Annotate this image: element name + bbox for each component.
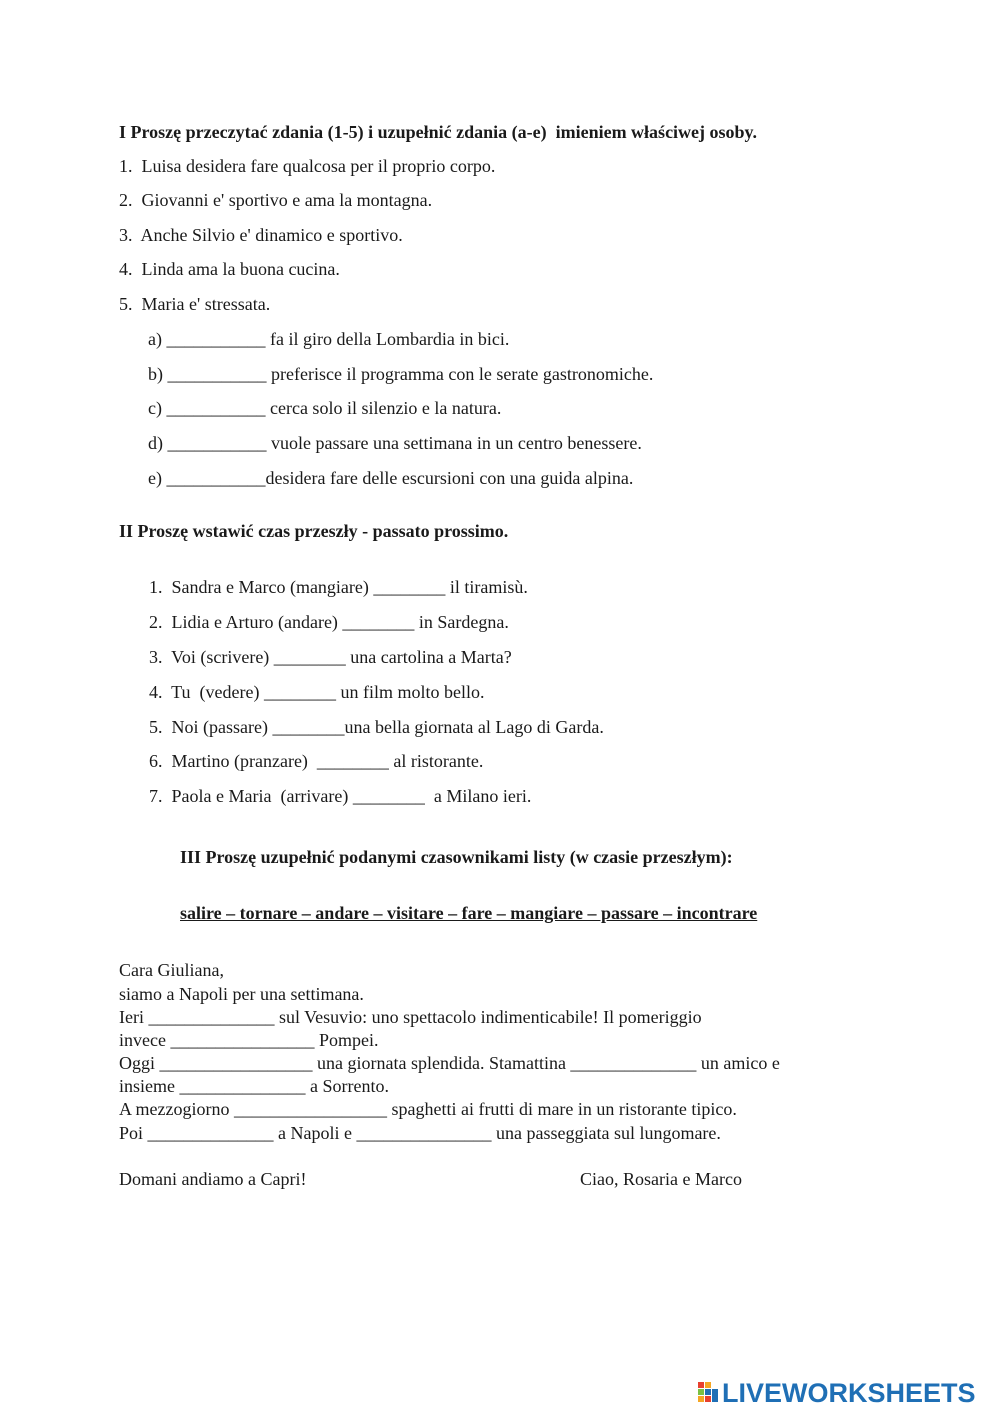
liveworksheets-brand-text: LIVEWORKSHEETS (722, 1377, 976, 1408)
section3-title: III Proszę uzupełnić podanymi czasownikami listy (w czasie przeszłym): (180, 847, 733, 867)
letter-line-8: Poi ______________ a Napoli e _______________ una passeggiata sul lungomare. (119, 1123, 721, 1143)
section1-gap-d: d) ___________ vuole passare una settimana in un centro benessere. (148, 433, 642, 453)
letter-line-5: Oggi _________________ una giornata splendida. Stamattina ______________ un amico e (119, 1053, 780, 1073)
letter-line-1: Cara Giuliana, (119, 960, 224, 980)
letter-line-3: Ieri ______________ sul Vesuvio: uno spettacolo indimenticabile! Il pomeriggio (119, 1007, 702, 1027)
section1-sentence-4: 4. Linda ama la buona cucina. (119, 259, 340, 279)
section1-gap-e: e) ___________desidera fare delle escursioni con una guida alpina. (148, 468, 634, 488)
section2-item-1: 1. Sandra e Marco (mangiare) ________ il tiramisù. (149, 577, 528, 597)
section2-item-5: 5. Noi (passare) ________una bella giornata al Lago di Garda. (149, 717, 604, 737)
liveworksheets-logo (698, 1378, 976, 1408)
section1-gap-b: b) ___________ preferisce il programma con le serate gastronomiche. (148, 364, 654, 384)
section2-item-3: 3. Voi (scrivere) ________ una cartolina a Marta? (149, 647, 512, 667)
letter-line-4: invece ________________ Pompei. (119, 1030, 379, 1050)
letter-closing-left: Domani andiamo a Capri! (119, 1169, 307, 1189)
section2-item-4: 4. Tu (vedere) ________ un film molto bello. (149, 682, 485, 702)
section2-title: II Proszę wstawić czas przeszły - passato prossimo. (119, 521, 509, 541)
section2-item-7: 7. Paola e Maria (arrivare) ________ a Milano ieri. (149, 786, 532, 806)
section2-item-6: 6. Martino (pranzare) ________ al ristorante. (149, 751, 484, 771)
section3-verb-list: salire – tornare – andare – visitare – fare – mangiare – passare – incontrare (180, 903, 758, 923)
letter-closing-right: Ciao, Rosaria e Marco (580, 1169, 742, 1189)
section1-title: I Proszę przeczytać zdania (1-5) i uzupełnić zdania (a-e) imieniem właściwej osoby. (119, 122, 758, 142)
section1-gap-a: a) ___________ fa il giro della Lombardia in bici. (148, 329, 510, 349)
letter-line-6: insieme ______________ a Sorrento. (119, 1076, 389, 1096)
section1-sentence-3: 3. Anche Silvio e' dinamico e sportivo. (119, 225, 403, 245)
letter-line-2: siamo a Napoli per una settimana. (119, 984, 364, 1004)
liveworksheets-logo-icon (698, 1380, 720, 1406)
letter-line-7: A mezzogiorno _________________ spaghetti ai frutti di mare in un ristorante tipico. (119, 1099, 737, 1119)
section1-sentence-2: 2. Giovanni e' sportivo e ama la montagna. (119, 190, 433, 210)
section2-item-2: 2. Lidia e Arturo (andare) ________ in Sardegna. (149, 612, 509, 632)
section1-gap-c: c) ___________ cerca solo il silenzio e la natura. (148, 398, 502, 418)
section1-sentence-5: 5. Maria e' stressata. (119, 294, 271, 314)
section1-sentence-1: 1. Luisa desidera fare qualcosa per il proprio corpo. (119, 156, 496, 176)
